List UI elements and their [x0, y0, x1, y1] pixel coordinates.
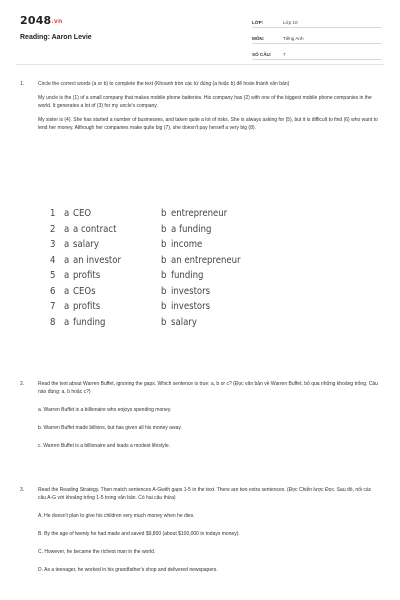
option-b[interactable]: an entrepreneur — [171, 254, 241, 266]
option-letter-a: a — [64, 239, 70, 251]
option-b[interactable]: salary — [171, 316, 197, 328]
question-instruction: Read the Reading Strategy. Then match sentences A-Gwith gaps 1-5 in the text. There are two extra sentences. (Đọc Chiến lược Đọc. Sau đó, nối các câu A-G với khoảng trống 1-5 trong văn bản. Có hai câu thừa) — [38, 487, 372, 501]
option-letter-b: b — [161, 223, 167, 235]
document-meta — [252, 14, 382, 62]
sentence-a: A. He doesn't plan to give his children very much money when he dies. — [38, 513, 195, 519]
option-letter-a: a — [64, 254, 70, 266]
meta-value: 7 — [283, 52, 286, 57]
option-row — [50, 284, 290, 300]
option-a[interactable]: an investor — [73, 254, 122, 266]
option-a[interactable]: CEO — [73, 208, 92, 220]
choice-a[interactable]: a. Warren Buffet is a billionaire who enjoys spending money. — [38, 407, 172, 413]
meta-row-class — [252, 14, 382, 28]
question-instruction: Circle the correct words (a or b) to complete the text (Khoanh tròn các từ đúng (a hoặc b) để hoàn thành văn bản) — [38, 81, 290, 87]
site-logo[interactable] — [20, 14, 62, 27]
option-letter-a: a — [64, 316, 70, 328]
option-row — [50, 253, 290, 269]
option-b[interactable]: a funding — [171, 223, 212, 235]
option-letter-b: b — [161, 285, 167, 297]
option-a[interactable]: funding — [73, 316, 106, 328]
sentence-c: C. However, he became the richest man in the world. — [38, 549, 156, 555]
option-number: 7 — [50, 301, 56, 313]
option-a[interactable]: a contract — [73, 223, 117, 235]
meta-value: Lớp 10 — [283, 20, 298, 25]
document-header — [0, 0, 400, 70]
option-number: 1 — [50, 208, 56, 220]
option-letter-a: a — [64, 223, 70, 235]
logo-suffix: .vn — [51, 18, 63, 25]
question-number: 2. — [20, 381, 25, 387]
option-letter-b: b — [161, 254, 167, 266]
question-2 — [20, 380, 380, 450]
option-a[interactable]: salary — [73, 239, 99, 251]
option-letter-a: a — [64, 270, 70, 282]
question-1 — [20, 80, 380, 132]
option-letter-b: b — [161, 270, 167, 282]
meta-label: MÔN: — [252, 36, 265, 41]
question-number: 1. — [20, 81, 25, 87]
option-letter-a: a — [64, 301, 70, 313]
option-letter-a: a — [64, 285, 70, 297]
option-letter-b: b — [161, 208, 167, 220]
option-b[interactable]: funding — [171, 270, 204, 282]
option-letter-b: b — [161, 239, 167, 251]
option-row — [50, 268, 290, 284]
option-number: 6 — [50, 285, 56, 297]
document-title: Reading: Aaron Levie — [20, 34, 92, 41]
answer-options-table — [50, 206, 290, 330]
option-number: 2 — [50, 223, 56, 235]
option-row — [50, 315, 290, 331]
question-instruction: Read the text about Warren Buffet, ignoring the gaps. Which sentence is true: a, b or c? (Đọc văn bản về Warren Buffet, bỏ qua những khoảng trống. Câu nào đúng: a, b hoặc c?) — [38, 381, 378, 395]
choice-b[interactable]: b. Warren Buffet made billions, but has given all his money away. — [38, 425, 182, 431]
option-letter-b: b — [161, 316, 167, 328]
option-letter-b: b — [161, 301, 167, 313]
passage-paragraph-2: My sister is (4). She has started a number of businesses, and taken quite a lot of risks. She is always asking for (5), but it is difficult to find (6) who want to lend her money. Although her companies make quite big (7), she doesn't pay herself a very big (8). — [38, 117, 378, 131]
option-number: 4 — [50, 254, 56, 266]
meta-label: LỚP: — [252, 20, 264, 25]
option-b[interactable]: investors — [171, 285, 211, 297]
logo-text: 2048 — [20, 14, 52, 27]
option-row — [50, 299, 290, 315]
option-row — [50, 206, 290, 222]
meta-label: SỐ CÂU: — [252, 52, 272, 57]
sentence-b: B. By the age of twenty he had made and saved $9,800 (about $100,000 in todays money). — [38, 531, 240, 537]
option-a[interactable]: profits — [73, 301, 101, 313]
option-b[interactable]: entrepreneur — [171, 208, 228, 220]
option-a[interactable]: CEOs — [73, 285, 96, 297]
header-divider — [16, 64, 384, 65]
question-number: 3. — [20, 487, 25, 493]
option-row — [50, 237, 290, 253]
choice-c[interactable]: c. Warren Buffet is a billionaire and leads a modest lifestyle. — [38, 443, 171, 449]
meta-row-subject — [252, 30, 382, 44]
option-number: 3 — [50, 239, 56, 251]
option-number: 8 — [50, 316, 56, 328]
option-row — [50, 222, 290, 238]
meta-row-question-count — [252, 46, 382, 60]
sentence-d: D. As a teenager, he worked in his grandfather's shop and delivered newspapers. — [38, 567, 218, 573]
option-b[interactable]: income — [171, 239, 203, 251]
option-letter-a: a — [64, 208, 70, 220]
option-a[interactable]: profits — [73, 270, 101, 282]
passage-paragraph-1: My uncle is the (1) of a small company that makes mobile phone batteries. His company has (2) with one of the biggest mobile phone companies in the world. It generates a lot of (3) for my uncle's company. — [38, 95, 372, 109]
option-number: 5 — [50, 270, 56, 282]
option-b[interactable]: investors — [171, 301, 211, 313]
meta-value: Tiếng Anh — [283, 36, 304, 41]
question-3 — [20, 486, 380, 574]
